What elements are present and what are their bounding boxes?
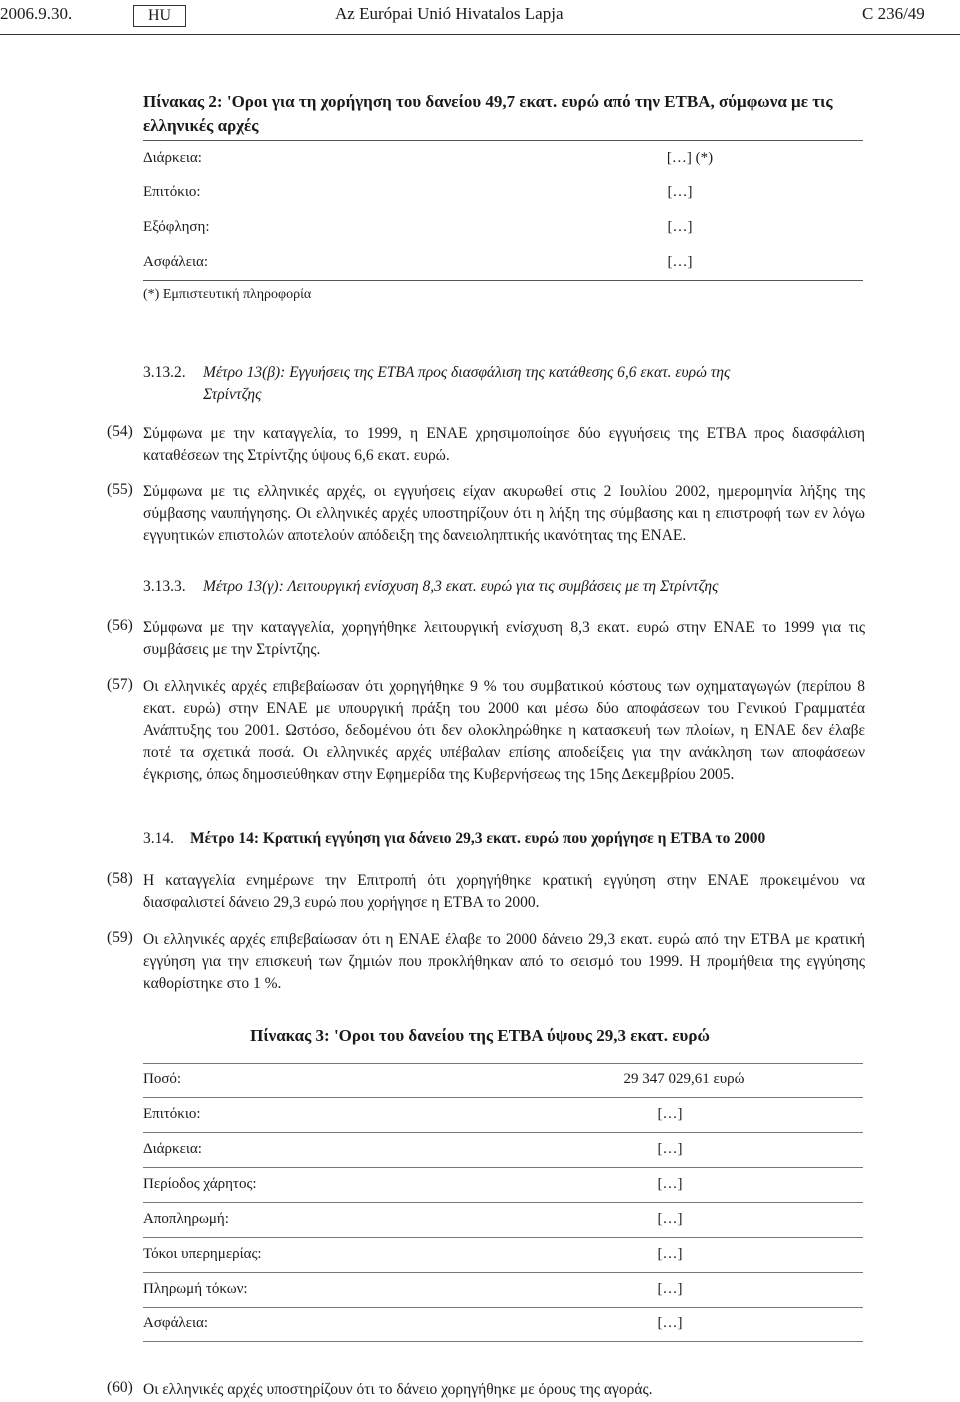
- table3-top-rule: [143, 1063, 863, 1064]
- table3-bottom-rule: [143, 1341, 863, 1342]
- table3-row-divider: [143, 1132, 863, 1133]
- paragraph-number: (58): [107, 870, 133, 887]
- journal-title: Az Európai Unió Hivatalos Lapja: [335, 4, 564, 23]
- table2-row-value: […]: [667, 219, 693, 235]
- page-number: C 236/49: [862, 4, 925, 23]
- table3-row-label: Ποσό:: [143, 1071, 182, 1087]
- paragraph-59: Οι ελληνικές αρχές επιβεβαίωσαν ότι η ΕΝΑΕ έλαβε το 2000 δάνειο 29,3 εκατ. ευρώ από την ΕΤΒΑ με κρατική εγγύηση για την επισκευή των ζημιών που προκλήθηκαν από το σεισμό του 1999. Η προμήθεια της εγγύησης καθορίστηκε στο 1 %.: [143, 931, 865, 992]
- paragraph-number: (59): [107, 929, 133, 946]
- table2-title-line1: Πίνακας 2: 'Οροι για τη χορήγηση του δανείου 49,7 εκατ. ευρώ από την ΕΤΒΑ, σύμφωνα με τις: [143, 92, 833, 111]
- table3-row-divider: [143, 1202, 863, 1203]
- paragraph-54: Σύμφωνα με την καταγγελία, το 1999, η ΕΝΑΕ χρησιμοποίησε δύο εγγυήσεις της ΕΤΒΑ προς διασφάλιση καταθέσεων της Στρίντζης ύψους 6,6 εκατ. ευρώ.: [143, 425, 865, 464]
- paragraph-number: (54): [107, 423, 133, 440]
- section-3-14-title: Μέτρο 14: Κρατική εγγύηση για δάνειο 29,3 εκατ. ευρώ που χορήγησε η ΕΤΒΑ το 2000: [190, 830, 766, 847]
- table2-footnote: (*) Εμπιστευτική πληροφορία: [143, 287, 312, 302]
- table2-bottom-rule: [143, 280, 863, 281]
- table3-row-label: Πληρωμή τόκων:: [143, 1281, 248, 1297]
- table3-row-divider: [143, 1237, 863, 1238]
- table3-row-value: […]: [657, 1315, 683, 1331]
- section-number: 3.13.2.: [143, 364, 186, 381]
- table2-row-label: Ασφάλεια:: [143, 254, 209, 270]
- table2-row-label: Επιτόκιο:: [143, 184, 201, 200]
- paragraph-number: (56): [107, 617, 133, 634]
- table2-title: [143, 90, 873, 138]
- table3-row-divider: [143, 1272, 863, 1273]
- table2-row-label: Διάρκεια:: [143, 150, 202, 166]
- header-date: 2006.9.30.: [0, 4, 73, 23]
- table3-row-value: […]: [657, 1281, 683, 1297]
- table3-row-divider: [143, 1307, 863, 1308]
- paragraph-56: Σύμφωνα με την καταγγελία, χορηγήθηκε λειτουργική ενίσχυση 8,3 εκατ. ευρώ στην ΕΝΑΕ το 1999 για τις συμβάσεις με την Στρίντζης.: [143, 619, 865, 658]
- table2-row-value: […]: [667, 184, 693, 200]
- table3-row-value: […]: [657, 1141, 683, 1157]
- table3-row-label: Περίοδος χάρητος:: [143, 1176, 257, 1192]
- section-number: 3.14.: [143, 830, 174, 847]
- table3-row-value: 29 347 029,61 ευρώ: [623, 1071, 745, 1087]
- paragraph-55: Σύμφωνα με τις ελληνικές αρχές, οι εγγυήσεις είχαν ακυρωθεί στις 2 Ιουλίου 2002, ημερομηνία λήξης της σύμβασης ναυπήγησης. Οι ελληνικές αρχές υποστηρίζουν ότι η λήξη της σύμβασης και η επιστροφή των εν λόγω εγγυητικών επιστολών αποτελούν απόδειξη της δανειοληπτικής ικανότητας της ΕΝΑΕ.: [143, 483, 865, 544]
- table3-row-value: […]: [657, 1246, 683, 1262]
- table3-row-value: […]: [657, 1211, 683, 1227]
- table2-row-value: […]: [667, 254, 693, 270]
- section-title-line1: Μέτρο 13(β): Εγγυήσεις της ΕΤΒΑ προς διασφάλιση της κατάθεσης 6,6 εκατ. ευρώ της: [203, 364, 731, 381]
- table3-title: Πίνακας 3: 'Οροι του δανείου της ΕΤΒΑ ύψους 29,3 εκατ. ευρώ: [250, 1026, 710, 1045]
- paragraph-57: Οι ελληνικές αρχές επιβεβαίωσαν ότι χορηγήθηκε 9 % του συμβατικού κόστους των οχηματαγωγών (περίπου 8 εκατ. ευρώ) στην ΕΝΑΕ με υπουργική πράξη του 2000 και μέσω δύο αποφάσεων του Γενικού Γραμματέα Ανάπτυξης του 2001. Ωστόσο, δεδομένου ότι δεν ολοκληρώθηκε η κατασκευή των πλοίων, η ΕΝΑΕ δεν έλαβε ποτέ τα σχετικά ποσά. Οι ελληνικές αρχές υπέβαλαν επίσης αποδείξεις για την ανάκληση των αποφάσεων έγκρισης, όπως δημοσιεύθηκαν στην Εφημερίδα της Κυβερνήσεως της 15ης Δεκεμβρίου 2005.: [143, 678, 865, 783]
- table3-row-value: […]: [657, 1106, 683, 1122]
- section-3-13-3-title: Μέτρο 13(γ): Λειτουργική ενίσχυση 8,3 εκατ. ευρώ για τις συμβάσεις με τη Στρίντζης: [203, 578, 719, 595]
- table3-row-divider: [143, 1097, 863, 1098]
- table3-row-label: Ασφάλεια:: [143, 1315, 209, 1331]
- table2-row-value: […] (*): [666, 150, 714, 166]
- language-code: HU: [133, 5, 186, 27]
- paragraph-number: (60): [107, 1379, 133, 1396]
- table3-row-divider: [143, 1167, 863, 1168]
- paragraph-58: Η καταγγελία ενημέρωνε την Επιτροπή ότι χορηγήθηκε κρατική εγγύηση στην ΕΝΑΕ προκειμένου να διασφαλιστεί δάνειο 29,3 ευρώ που χορήγησε η ΕΤΒΑ το 2000.: [143, 872, 865, 911]
- table3-row-label: Διάρκεια:: [143, 1141, 202, 1157]
- table3-row-label: Αποπληρωμή:: [143, 1211, 229, 1227]
- table3-row-label: Τόκοι υπερημερίας:: [143, 1246, 262, 1262]
- header-divider: [0, 34, 960, 35]
- table3-row-label: Επιτόκιο:: [143, 1106, 201, 1122]
- paragraph-60: Οι ελληνικές αρχές υποστηρίζουν ότι το δάνειο χορηγήθηκε με όρους της αγοράς.: [143, 1381, 653, 1398]
- paragraph-number: (57): [107, 676, 133, 693]
- table2-row-label: Εξόφληση:: [143, 219, 210, 235]
- table2-top-rule: [143, 140, 863, 141]
- table2-title-line2: ελληνικές αρχές: [143, 116, 259, 135]
- section-title-line2: Στρίντζης: [203, 386, 262, 403]
- table3-row-value: […]: [657, 1176, 683, 1192]
- section-number: 3.13.3.: [143, 578, 186, 595]
- paragraph-number: (55): [107, 481, 133, 498]
